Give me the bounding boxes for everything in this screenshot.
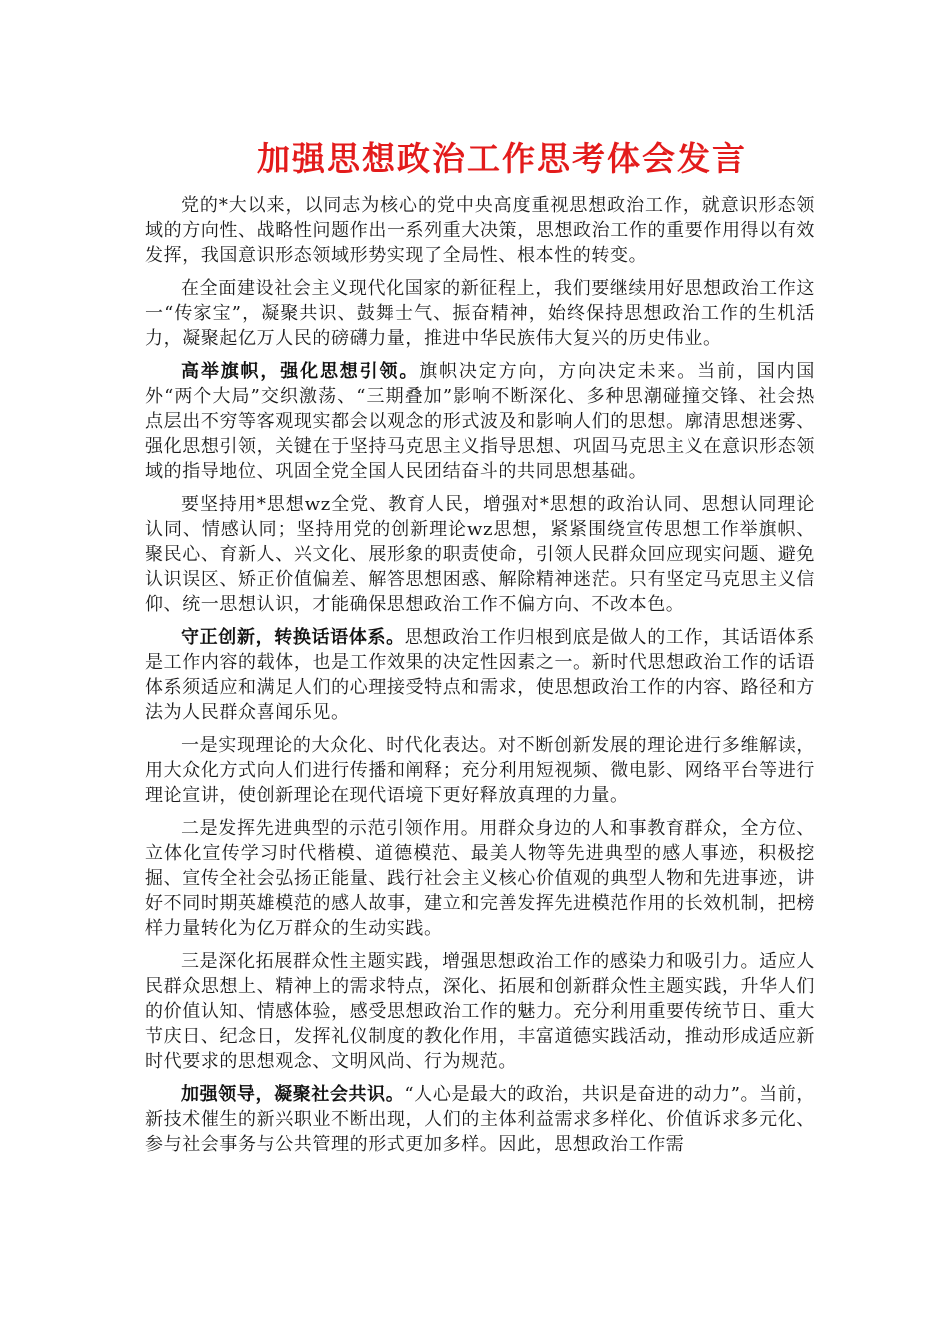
document-body (145, 135, 815, 1165)
section-heading-2: 守正创新，转换话语体系。 (181, 627, 405, 648)
paragraph-7-text: 二是发挥先进典型的示范引领作用。用群众身边的人和事教育群众，全方位、立体化宣传学习时代楷模、道德模范、最美人物等先进典型的感人事迹，积极挖掘、宣传全社会弘扬正能量、践行社会主义核心价值观的典型人物和先进事迹，讲好不同时期英雄模范的感人故事，建立和完善发挥先进模范作用的长效机制，把榜样力量转化为亿万群众的生动实践。 (145, 818, 815, 939)
paragraph-4 (145, 492, 815, 617)
paragraph-8 (145, 949, 815, 1074)
paragraph-2-text: 在全面建设社会主义现代化国家的新征程上，我们要继续用好思想政治工作这一“传家宝”，凝聚共识、鼓舞士气、振奋精神，始终保持思想政治工作的生机活力，凝聚起亿万人民的磅礴力量，推进中华民族伟大复兴的历史伟业。 (145, 278, 815, 349)
paragraph-1 (145, 193, 815, 268)
paragraph-8-text: 三是深化拓展群众性主题实践，增强思想政治工作的感染力和吸引力。适应人民群众思想上、精神上的需求特点，深化、拓展和创新群众性主题实践，升华人们的价值认知、情感体验，感受思想政治工作的魅力。充分利用重要传统节日、重大节庆日、纪念日，发挥礼仪制度的教化作用，丰富道德实践活动，推动形成适应新时代要求的思想观念、文明风尚、行为规范。 (145, 951, 815, 1072)
paragraph-5-text: 思想政治工作归根到底是做人的工作，其话语体系是工作内容的载体，也是工作效果的决定性因素之一。新时代思想政治工作的话语体系须适应和满足人们的心理接受特点和需求，使思想政治工作的内容、路径和方法为人民群众喜闻乐见。 (145, 627, 815, 723)
paragraph-9-text: “人心是最大的政治，共识是奋进的动力”。当前，新技术催生的新兴职业不断出现，人们的主体利益需求多样化、价值诉求多元化、参与社会事务与公共管理的形式更加多样。因此，思想政治工作需 (145, 1084, 816, 1155)
paragraph-2 (145, 276, 815, 351)
paragraph-7 (145, 816, 815, 941)
paragraph-6 (145, 733, 815, 808)
paragraph-9 (145, 1082, 815, 1157)
paragraph-6-text: 一是实现理论的大众化、时代化表达。对不断创新发展的理论进行多维解读，用大众化方式向人们进行传播和阐释；充分利用短视频、微电影、网络平台等进行理论宣讲，使创新理论在现代语境下更好释放真理的力量。 (145, 735, 815, 806)
section-heading-1: 高举旗帜，强化思想引领。 (181, 361, 420, 382)
document-title: 加强思想政治工作思考体会发言 (257, 139, 747, 178)
paragraph-3 (145, 359, 815, 484)
paragraph-4-text: 要坚持用*思想wz全党、教育人民，增强对*思想的政治认同、思想认同理论认同、情感认同；坚持用党的创新理论wz思想，紧紧围绕宣传思想工作举旗帜、聚民心、育新人、兴文化、展形象的职责使命，引领人民群众回应现实问题、避免认识误区、矫正价值偏差、解答思想困惑、解除精神迷茫。只有坚定马克思主义信仰、统一思想认识，才能确保思想政治工作不偏方向、不改本色。 (145, 494, 815, 615)
paragraph-3-text: 旗帜决定方向，方向决定未来。当前，国内国外“两个大局”交织激荡、“三期叠加”影响不断深化、多种思潮碰撞交锋、社会热点层出不穷等客观现实都会以观念的形式波及和影响人们的思想。廓清思想迷雾、强化思想引领，关键在于坚持马克思主义指导思想、巩固马克思主义在意识形态领域的指导地位、巩固全党全国人民团结奋斗的共同思想基础。 (145, 361, 815, 482)
paragraph-1-text: 党的*大以来，以同志为核心的党中央高度重视思想政治工作，就意识形态领域的方向性、战略性问题作出一系列重大决策，思想政治工作的重要作用得以有效发挥，我国意识形态领域形势实现了全局性、根本性的转变。 (145, 195, 815, 266)
paragraph-5 (145, 625, 815, 725)
section-heading-3: 加强领导，凝聚社会共识。 (181, 1084, 405, 1105)
